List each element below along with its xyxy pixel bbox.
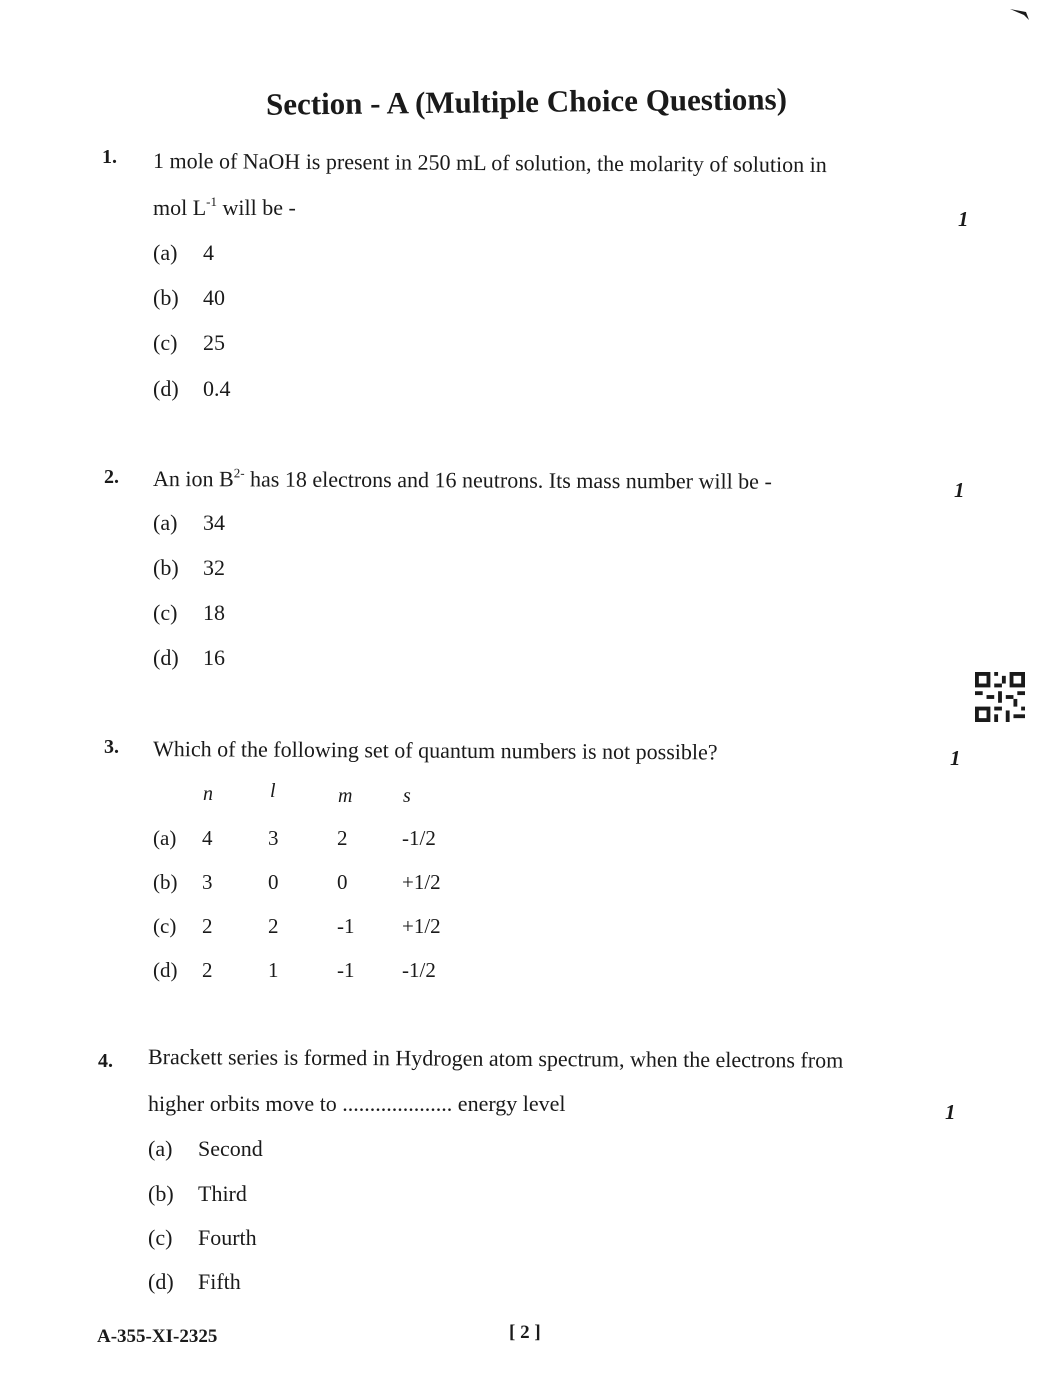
q2-number: 2. bbox=[104, 466, 119, 488]
q2-option-c bbox=[153, 600, 225, 626]
cell-s: +1/2 bbox=[402, 914, 441, 938]
q3-header-l: l bbox=[270, 780, 276, 802]
option-value: 4 bbox=[203, 240, 214, 265]
q3-header-n: n bbox=[203, 783, 213, 805]
cell-m: -1 bbox=[337, 914, 355, 938]
q3-number: 3. bbox=[104, 736, 119, 758]
option-value: Second bbox=[198, 1136, 263, 1161]
cell-l: 3 bbox=[268, 826, 279, 850]
option-label: (b) bbox=[153, 555, 179, 580]
q2-option-a bbox=[153, 510, 225, 536]
option-label: (c) bbox=[153, 330, 178, 355]
q2-text bbox=[153, 466, 772, 495]
option-value: 18 bbox=[203, 600, 225, 625]
qr-code-icon bbox=[974, 672, 1026, 722]
q4-option-c bbox=[148, 1225, 257, 1251]
q4-number: 4. bbox=[98, 1050, 113, 1072]
option-label: (d) bbox=[153, 376, 179, 401]
cell-s: -1/2 bbox=[402, 958, 436, 982]
row-label: (c) bbox=[153, 914, 177, 938]
q4-option-d bbox=[148, 1269, 241, 1295]
row-label: (a) bbox=[153, 826, 177, 850]
q2-option-d bbox=[153, 645, 225, 671]
cell-s: +1/2 bbox=[402, 870, 441, 894]
q1-text-line2 bbox=[153, 195, 296, 221]
paper-code: A-355-XI-2325 bbox=[97, 1326, 218, 1347]
page-number: [ 2 ] bbox=[509, 1322, 541, 1343]
q4-marks: 1 bbox=[945, 1100, 956, 1124]
option-label: (b) bbox=[148, 1181, 174, 1206]
option-value: Fourth bbox=[198, 1225, 257, 1250]
cell-l: 0 bbox=[268, 870, 279, 894]
cell-m: 0 bbox=[337, 870, 348, 894]
cell-n: 2 bbox=[202, 914, 213, 938]
cell-l: 1 bbox=[268, 958, 279, 982]
row-label: (d) bbox=[153, 958, 178, 982]
q4-option-a bbox=[148, 1136, 263, 1162]
option-label: (c) bbox=[153, 600, 178, 625]
option-value: 40 bbox=[203, 285, 225, 310]
q4-text-line2: higher orbits move to .................... energy level bbox=[148, 1091, 566, 1116]
q1-option-b bbox=[153, 285, 225, 311]
option-value: 16 bbox=[203, 645, 225, 670]
q2-text-tail: has 18 electrons and 16 neutrons. Its mass number will be - bbox=[244, 466, 772, 494]
cell-n: 2 bbox=[202, 958, 213, 982]
q2-ion: An ion B bbox=[152, 466, 234, 492]
option-label: (d) bbox=[148, 1269, 174, 1294]
q2-marks: 1 bbox=[954, 478, 965, 502]
cell-n: 4 bbox=[202, 826, 213, 850]
option-value: 25 bbox=[203, 330, 225, 355]
cell-s: -1/2 bbox=[402, 826, 436, 850]
q1-number: 1. bbox=[102, 146, 117, 168]
option-value: 34 bbox=[203, 510, 225, 535]
cell-m: 2 bbox=[337, 826, 348, 850]
option-value: 0.4 bbox=[203, 376, 231, 401]
option-label: (a) bbox=[153, 510, 178, 535]
q4-text-line1: Brackett series is formed in Hydrogen atom spectrum, when the electrons from bbox=[147, 1044, 844, 1073]
q1-option-c bbox=[153, 330, 225, 356]
cell-l: 2 bbox=[268, 914, 279, 938]
cell-m: -1 bbox=[337, 958, 355, 982]
section-title: Section - A (Multiple Choice Questions) bbox=[265, 81, 788, 122]
row-label: (b) bbox=[153, 870, 178, 894]
q1-option-a bbox=[153, 240, 214, 266]
q3-marks: 1 bbox=[950, 746, 961, 770]
option-value: Fifth bbox=[198, 1269, 241, 1294]
cell-n: 3 bbox=[202, 870, 213, 894]
option-value: 32 bbox=[203, 555, 225, 580]
q1-text-tail: will be - bbox=[217, 195, 296, 220]
q1-option-d bbox=[153, 376, 231, 402]
option-value: Third bbox=[198, 1181, 247, 1206]
option-label: (c) bbox=[148, 1225, 173, 1250]
option-label: (b) bbox=[153, 285, 179, 310]
scan-mark-icon bbox=[1010, 6, 1030, 20]
q1-text-line1: 1 mole of NaOH is present in 250 mL of solution, the molarity of solution in bbox=[152, 148, 827, 178]
option-label: (d) bbox=[153, 645, 179, 670]
q1-marks: 1 bbox=[958, 207, 969, 231]
q3-text: Which of the following set of quantum numbers is not possible? bbox=[152, 736, 718, 765]
option-label: (a) bbox=[153, 240, 178, 265]
q4-option-b bbox=[148, 1181, 247, 1207]
q2-option-b bbox=[153, 555, 225, 581]
q3-header-s: s bbox=[403, 785, 411, 807]
q1-unit: mol L bbox=[153, 195, 207, 220]
q1-unit-exponent: -1 bbox=[206, 194, 218, 209]
q3-header-m: m bbox=[338, 785, 353, 807]
option-label: (a) bbox=[148, 1136, 173, 1161]
q2-ion-charge: 2- bbox=[233, 465, 245, 481]
